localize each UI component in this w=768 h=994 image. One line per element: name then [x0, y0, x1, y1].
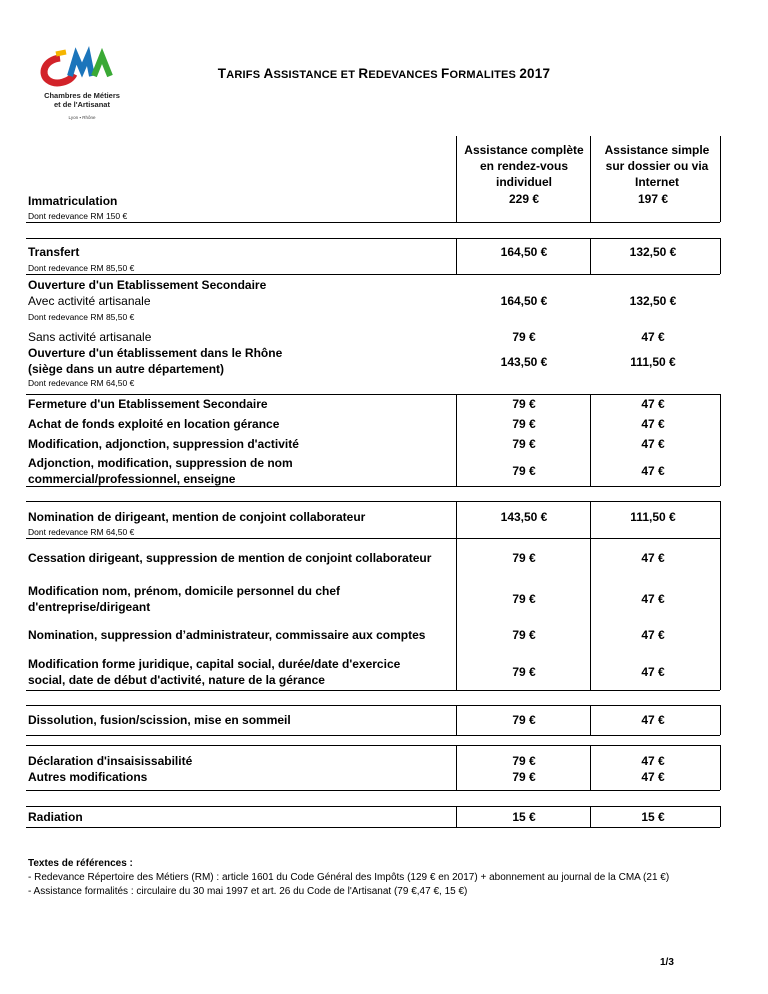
- col-rule: [456, 501, 457, 538]
- col-rule: [456, 136, 457, 222]
- col-rule: [720, 745, 721, 790]
- col1-line3: individuel: [495, 175, 552, 189]
- price-simple: 47 €: [641, 628, 665, 642]
- price-simple: 47 €: [641, 770, 665, 784]
- ouverture-rhone-line1: Ouverture d'un établissement dans le Rhône: [28, 346, 283, 360]
- modnom-line1: Modification nom, prénom, domicile personnel du chef: [28, 584, 341, 598]
- rule: [26, 538, 720, 539]
- price-complete: 79 €: [512, 397, 536, 411]
- col-rule: [590, 136, 591, 222]
- price-simple: 47 €: [641, 437, 665, 451]
- col-rule: [720, 394, 721, 486]
- row-label-forme-juridique: [28, 656, 400, 688]
- row-label-radiation: Radiation: [28, 810, 83, 824]
- redevance-note: Dont redevance RM 85,50 €: [28, 312, 135, 322]
- row-label-fermeture: Fermeture d'un Etablissement Secondaire: [28, 397, 268, 411]
- row-label-autres-modifications: Autres modifications: [28, 770, 148, 784]
- rule: [26, 222, 720, 223]
- col1-line1: Assistance complète: [464, 143, 584, 157]
- col-rule: [590, 745, 591, 790]
- page-number: 1/3: [660, 957, 674, 968]
- references-heading: Textes de références :: [28, 858, 133, 869]
- col2-line3: Internet: [634, 175, 679, 189]
- col-rule: [720, 538, 721, 690]
- redevance-note: Dont redevance RM 150 €: [28, 211, 128, 221]
- row-label-avec-activite: Avec activité artisanale: [28, 294, 151, 308]
- price-complete: 79 €: [512, 770, 536, 784]
- col-rule: [590, 394, 591, 486]
- col-rule: [720, 238, 721, 274]
- logo-text-1: Chambres de Métiers: [44, 91, 120, 100]
- cma-logo-mark: [26, 40, 138, 128]
- modnom-line2: d'entreprise/dirigeant: [28, 600, 151, 614]
- price-simple: 197 €: [637, 192, 669, 206]
- forme-line2: social, date de début d'activité, nature de la gérance: [28, 673, 325, 687]
- title-p1a: T: [217, 66, 227, 81]
- title-p4a: F: [441, 66, 450, 81]
- row-label-insaisissabilite: Déclaration d'insaisissabilité: [28, 754, 193, 768]
- price-complete: 79 €: [512, 713, 536, 727]
- title-p4b: ORMALITES: [449, 69, 520, 81]
- row-label-adjonction-nom: [28, 455, 293, 487]
- row-label-modification-nom: [28, 583, 340, 615]
- price-complete: 143,50 €: [500, 355, 548, 369]
- col-rule: [590, 238, 591, 274]
- price-complete: 79 €: [512, 628, 536, 642]
- column-header-simple: [592, 142, 722, 190]
- rule: [26, 501, 720, 502]
- price-complete: 79 €: [512, 592, 536, 606]
- redevance-note: Dont redevance RM 85,50 €: [28, 263, 135, 273]
- column-header-complete: [458, 142, 590, 190]
- col-rule: [720, 806, 721, 827]
- redevance-note: Dont redevance RM 64,50 €: [28, 378, 135, 388]
- col1-line2: en rendez-vous: [479, 159, 569, 173]
- col-rule: [720, 705, 721, 735]
- price-simple: 47 €: [641, 464, 665, 478]
- page-title: [0, 66, 768, 81]
- price-simple: 15 €: [641, 810, 665, 824]
- title-p3b: EDEVANCES: [368, 69, 442, 81]
- rule: [26, 690, 720, 691]
- price-simple: 47 €: [641, 754, 665, 768]
- col-rule: [590, 501, 591, 538]
- rule: [26, 238, 720, 239]
- price-complete: 79 €: [512, 665, 536, 679]
- cma-logo: [26, 40, 138, 128]
- rule: [26, 827, 720, 828]
- ouverture-rhone-line2: (siège dans un autre département): [28, 362, 225, 376]
- price-simple: 47 €: [641, 665, 665, 679]
- col-rule: [590, 538, 591, 690]
- row-label-modification-activite: Modification, adjonction, suppression d'activité: [28, 437, 299, 451]
- col-rule: [590, 705, 591, 735]
- col-rule: [456, 394, 457, 486]
- title-p3a: R: [358, 66, 369, 81]
- price-simple: 47 €: [641, 551, 665, 565]
- price-simple: 47 €: [641, 592, 665, 606]
- logo-text-3: Lyon ▪ Rhône: [68, 115, 96, 120]
- title-year: 2017: [519, 66, 551, 81]
- rule: [26, 274, 720, 275]
- row-label-nomination-dirigeant: Nomination de dirigeant, mention de conjoint collaborateur: [28, 510, 366, 524]
- col2-line2: sur dossier ou via: [605, 159, 709, 173]
- references-line-1: - Redevance Répertoire des Métiers (RM) : article 1601 du Code Général des Impôts (129 € en 2017) + abonnement au journal de la CMA (21 €): [28, 872, 670, 883]
- col-rule: [720, 136, 721, 222]
- col-rule: [456, 238, 457, 274]
- forme-line1: Modification forme juridique, capital social, durée/date d'exercice: [28, 657, 401, 671]
- price-simple: 111,50 €: [630, 510, 676, 524]
- title-p2b: SSISTANCE ET: [273, 69, 359, 81]
- row-label-achat-fonds: Achat de fonds exploité en location gérance: [28, 417, 280, 431]
- col-rule: [456, 538, 457, 690]
- title-p2a: A: [263, 66, 274, 81]
- rule: [26, 806, 720, 807]
- col2-line1: Assistance simple: [604, 143, 710, 157]
- section-label-ouverture: Ouverture d'un Etablissement Secondaire: [28, 278, 267, 292]
- price-simple: 111,50 €: [630, 355, 676, 369]
- col-rule: [720, 501, 721, 538]
- col-rule: [456, 806, 457, 827]
- adjonction-line2: commercial/professionnel, enseigne: [28, 472, 236, 486]
- price-simple: 47 €: [641, 397, 665, 411]
- col-rule: [456, 705, 457, 735]
- row-label-immatriculation: Immatriculation: [28, 194, 118, 208]
- adjonction-line1: Adjonction, modification, suppression de nom: [28, 456, 293, 470]
- col-rule: [590, 806, 591, 827]
- price-simple: 132,50 €: [629, 245, 677, 259]
- row-label-ouverture-rhone: [28, 345, 282, 377]
- price-complete: 79 €: [512, 551, 536, 565]
- redevance-note: Dont redevance RM 64,50 €: [28, 527, 135, 537]
- price-simple: 47 €: [641, 417, 665, 431]
- rule: [26, 705, 720, 706]
- price-complete: 229 €: [508, 192, 540, 206]
- rule: [26, 394, 720, 395]
- price-complete: 79 €: [512, 330, 536, 344]
- price-simple: 47 €: [641, 330, 665, 344]
- price-complete: 79 €: [512, 754, 536, 768]
- price-complete: 79 €: [512, 437, 536, 451]
- price-complete: 79 €: [512, 464, 536, 478]
- rule: [26, 735, 720, 736]
- row-label-cessation: Cessation dirigeant, suppression de mention de conjoint collaborateur: [28, 551, 432, 565]
- title-p1b: ARIFS: [226, 69, 264, 81]
- rule: [26, 790, 720, 791]
- col-rule: [456, 745, 457, 790]
- row-label-transfert: Transfert: [28, 245, 80, 259]
- price-simple: 47 €: [641, 713, 665, 727]
- price-simple: 132,50 €: [629, 294, 677, 308]
- row-label-administrateur: Nomination, suppression d’administrateur, commissaire aux comptes: [28, 628, 426, 642]
- price-complete: 79 €: [512, 417, 536, 431]
- price-complete: 164,50 €: [500, 294, 548, 308]
- price-complete: 164,50 €: [500, 245, 548, 259]
- rule: [26, 745, 720, 746]
- logo-text-2: et de l'Artisanat: [54, 100, 110, 109]
- price-complete: 143,50 €: [500, 510, 548, 524]
- price-complete: 15 €: [512, 810, 536, 824]
- row-label-dissolution: Dissolution, fusion/scission, mise en sommeil: [28, 713, 291, 727]
- references-line-2: - Assistance formalités : circulaire du 30 mai 1997 et art. 26 du Code de l'Artisanat (79 €,47 €, 15 €): [28, 886, 468, 897]
- row-label-sans-activite: Sans activité artisanale: [28, 330, 152, 344]
